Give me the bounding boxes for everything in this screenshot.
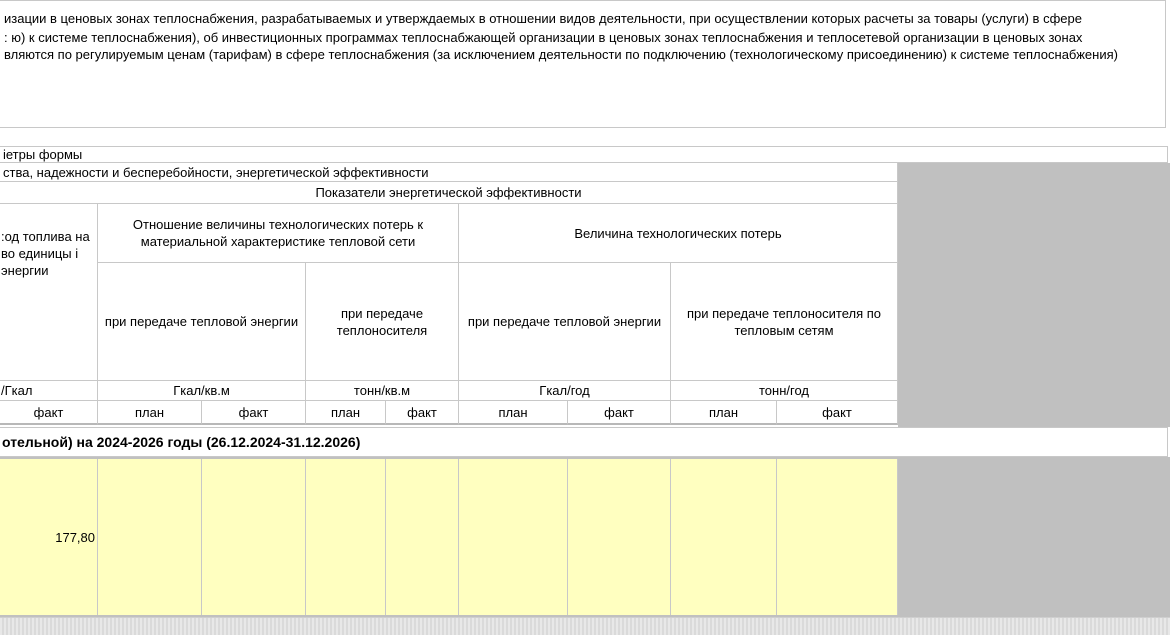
loss-carrier-fact-header: факт — [777, 401, 898, 425]
data-row — [0, 457, 898, 617]
ratio-carrier-plan-header: план — [306, 401, 386, 425]
unit-loss-carrier: тонн/год — [671, 381, 898, 401]
description-line-2: : ю) к системе теплоснабжения), об инвестиционных программах теплоснабжающей организации в ценовых зонах теплоснабжения и теплосетевой организации в ценовых зонах — [4, 30, 1083, 45]
loss-heat-plan-input[interactable] — [459, 459, 568, 615]
unused-area — [898, 163, 1170, 427]
loss-heat-fact-input[interactable] — [568, 459, 671, 615]
ratio-heat-energy-header: при передаче тепловой энергии — [98, 263, 306, 381]
indicators-table-header — [0, 163, 898, 427]
description-line-1: изации в ценовых зонах теплоснабжения, разрабатываемых и утверждаемых в отношении видов деятельности, при осуществлении которых расчеты за товары (услуги) в сфере — [4, 11, 1082, 26]
unit-ratio-carrier: тонн/кв.м — [306, 381, 459, 401]
loss-ratio-header: Отношение величины технологических потерь к материальной характеристике тепловой сети — [98, 204, 459, 263]
loss-heat-plan-header: план — [459, 401, 568, 425]
unused-area-lower — [898, 457, 1170, 617]
form-params-header: іетры формы — [0, 146, 1168, 163]
ratio-heat-fact-header: факт — [202, 401, 306, 425]
loss-heat-carrier-header: при передаче теплоносителя по тепловым сетям — [671, 263, 898, 381]
ratio-heat-carrier-header: при передаче теплоносителя — [306, 263, 459, 381]
unit-loss-heat: Гкал/год — [459, 381, 671, 401]
section-label: ства, надежности и бесперебойности, энергетической эффективности — [0, 163, 898, 182]
technological-losses-header: Величина технологических потерь — [459, 204, 898, 263]
fuel-fact-header: факт — [0, 401, 98, 425]
period-row-label: отельной) на 2024-2026 годы (26.12.2024-31.12.2026) — [0, 427, 1168, 457]
ratio-heat-fact-input[interactable] — [202, 459, 306, 615]
ratio-carrier-fact-input[interactable] — [386, 459, 459, 615]
description-line-3: вляются по регулируемым ценам (тарифам) в сфере теплоснабжения (за исключением деятельности по подключению (технологическому присоединению) к системе теплоснабжения) — [4, 47, 1118, 62]
loss-heat-fact-header: факт — [568, 401, 671, 425]
fuel-fact-value: 177,80 — [55, 529, 95, 545]
ratio-heat-plan-header: план — [98, 401, 202, 425]
unit-ratio-heat: Гкал/кв.м — [98, 381, 306, 401]
loss-carrier-plan-input[interactable] — [671, 459, 777, 615]
loss-carrier-plan-header: план — [671, 401, 777, 425]
loss-carrier-fact-input[interactable] — [777, 459, 898, 615]
ratio-carrier-plan-input[interactable] — [306, 459, 386, 615]
form-description — [0, 0, 1166, 128]
energy-efficiency-group-header: Показатели энергетической эффективности — [0, 182, 898, 204]
fuel-fact-input[interactable] — [0, 459, 98, 615]
horizontal-scrollbar[interactable] — [0, 617, 1170, 636]
ratio-carrier-fact-header: факт — [386, 401, 459, 425]
ratio-heat-plan-input[interactable] — [98, 459, 202, 615]
unit-fuel: /Гкал — [0, 381, 98, 401]
fuel-consumption-header: :од топлива на во единицы і энергии — [0, 204, 98, 381]
loss-heat-energy-header: при передаче тепловой энергии — [459, 263, 671, 381]
